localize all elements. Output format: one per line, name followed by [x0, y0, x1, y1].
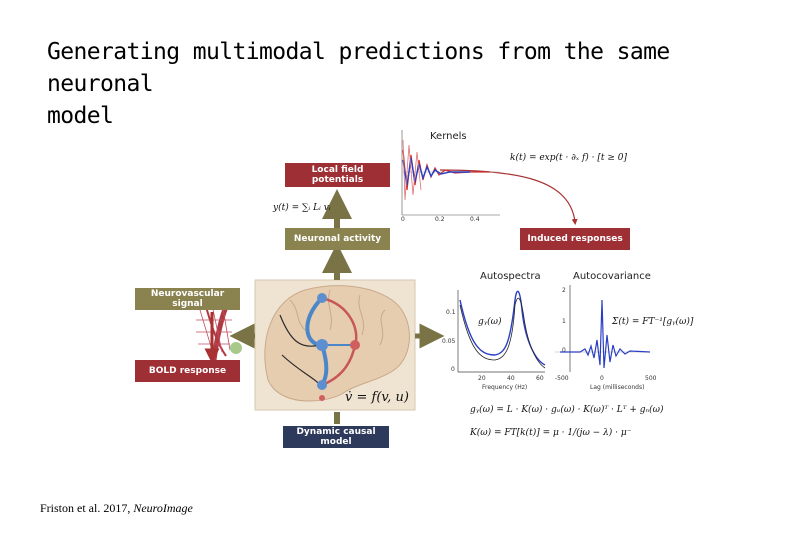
kernel-x-tick: 0.2	[435, 216, 445, 223]
spectra-x-tick: 40	[507, 375, 515, 382]
lag-axis-label: Lag (milliseconds)	[590, 384, 645, 391]
title-line-1: Generating multimodal predictions from the same neuronal	[47, 39, 670, 97]
citation-authors: Friston et al. 2017,	[40, 501, 131, 515]
cov-x-tick: -500	[555, 375, 569, 382]
cov-x-tick: 0	[600, 375, 604, 382]
cov-x-tick: 500	[645, 375, 657, 382]
spectra-x-tick: 20	[478, 375, 486, 382]
local-field-potentials-box: Local field potentials	[285, 163, 390, 187]
cov-y-tick: 1	[562, 318, 566, 325]
neurovascular-signal-box: Neurovascular signal	[135, 288, 240, 310]
kernels-title: Kernels	[430, 131, 467, 142]
cov-y-tick: 0	[562, 347, 566, 354]
spectra-y-tick: 0	[451, 366, 455, 373]
autocovariance-plot	[555, 285, 650, 372]
kernel-equation: k(t) = exp(t · ∂ₓ f) · [t ≥ 0]	[510, 153, 627, 163]
autospectra-title: Autospectra	[480, 271, 541, 282]
citation	[40, 501, 193, 516]
kernel-x-tick: 0.4	[470, 216, 480, 223]
neuronal-activity-box: Neuronal activity	[285, 228, 390, 250]
induced-responses-box: Induced responses	[520, 228, 630, 250]
dcm-equation: v̇ = f(v, u)	[345, 390, 409, 405]
cov-y-tick: 2	[562, 287, 566, 294]
spectra-label: gᵧ(ω)	[478, 317, 502, 327]
dynamic-causal-model-box: Dynamic causal model	[283, 426, 389, 448]
kernel-x-tick: 0	[401, 216, 405, 223]
frequency-axis-label: Frequency (Hz)	[482, 384, 528, 391]
spectra-y-tick: 0.05	[442, 338, 456, 345]
autospectra-plot	[458, 290, 545, 372]
citation-journal: NeuroImage	[133, 501, 193, 515]
spectra-y-tick: 0.1	[446, 309, 456, 316]
transfer-equation: K(ω) = FT[k(t)] = μ · 1/(jω − λ) · μ⁻	[470, 428, 632, 438]
autocovariance-title: Autocovariance	[573, 271, 651, 282]
cross-spectra-equation: gᵧ(ω) = L · K(ω) · gᵤ(ω) · K(ω)ᵀ · Lᵀ + gₙ(ω)	[470, 405, 664, 415]
bold-response-box: BOLD response	[135, 360, 240, 382]
spectra-x-tick: 60	[536, 375, 544, 382]
kernel-plot	[402, 130, 500, 215]
lfp-equation: y(t) = ∑ᵢ Lᵢ vᵢ	[273, 203, 331, 213]
title-line-2: model	[47, 103, 114, 129]
covariance-equation: Σ(t) = FT⁻¹[gᵧ(ω)]	[612, 317, 694, 327]
